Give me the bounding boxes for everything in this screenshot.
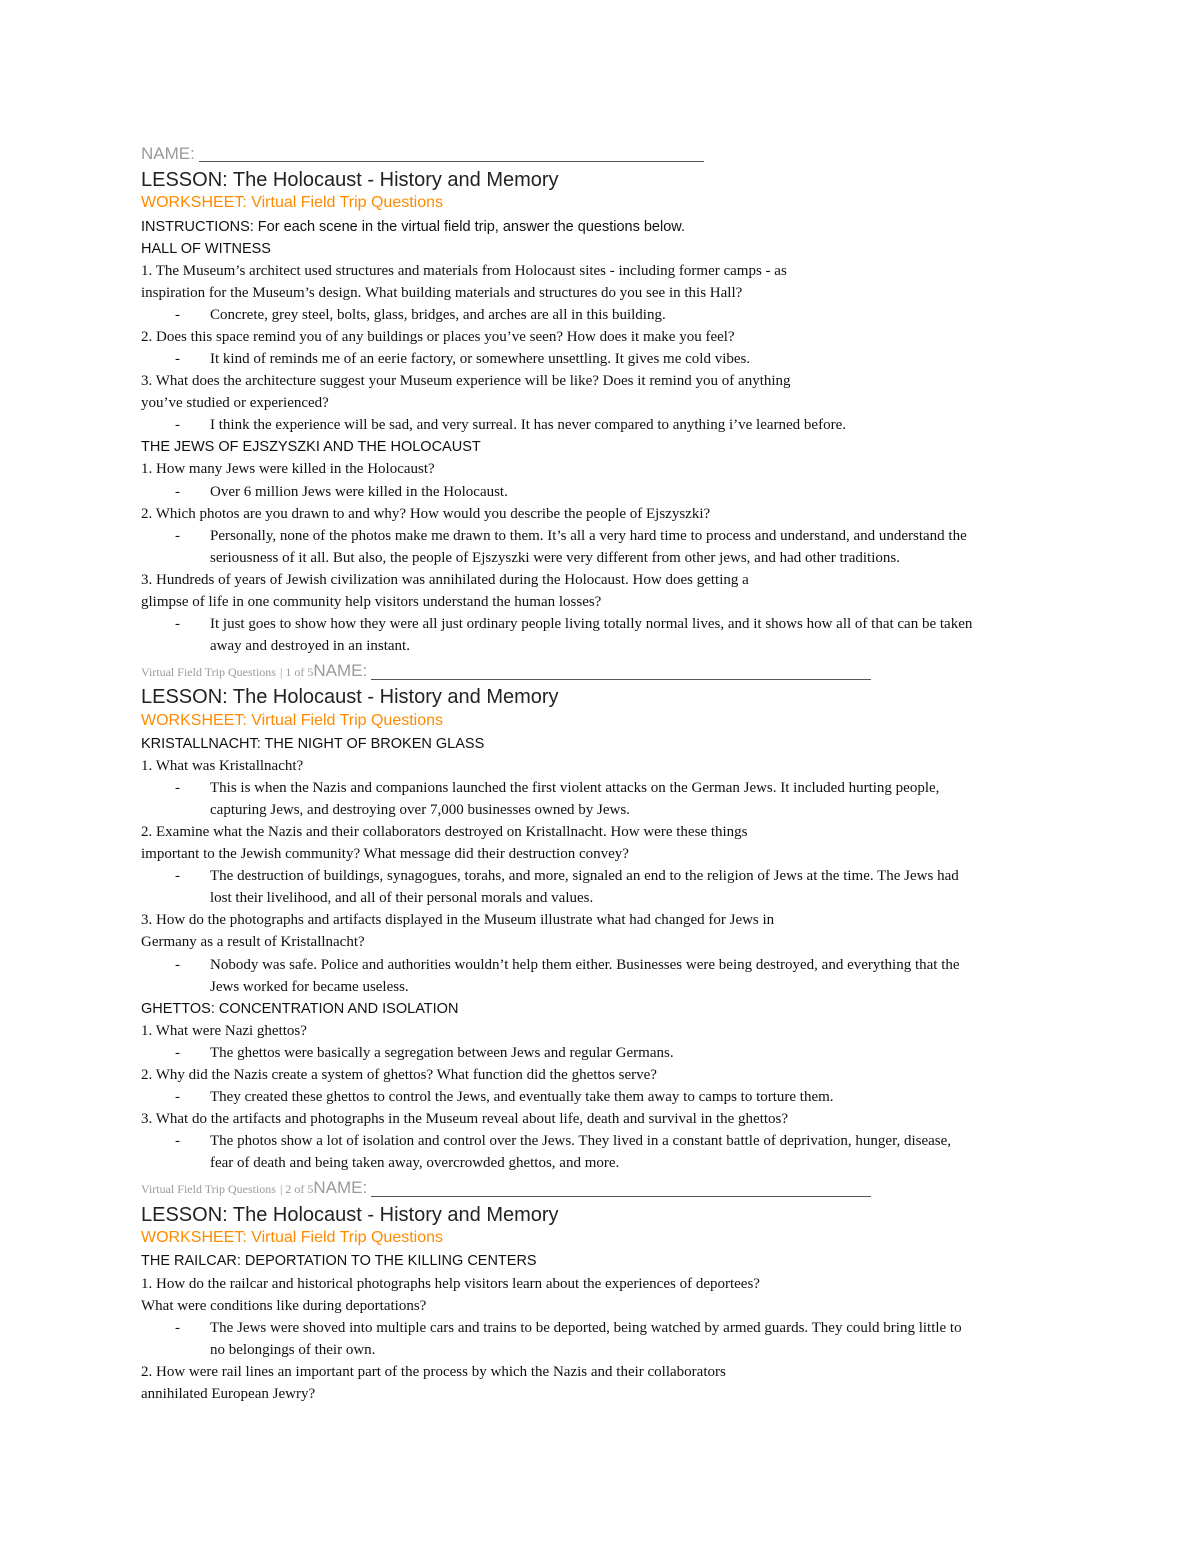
question: you’ve studied or experienced?: [141, 395, 329, 411]
answer: They created these ghettos to control the Jews, and eventually take them away to camps to torture them.: [210, 1089, 834, 1105]
answer: I think the experience will be sad, and very surreal. It has never compared to anything i’ve learned before.: [210, 417, 846, 433]
bullet-dash: -: [175, 1089, 180, 1105]
section-heading: KRISTALLNACHT: THE NIGHT OF BROKEN GLASS: [141, 736, 485, 752]
section-heading: GHETTOS: CONCENTRATION AND ISOLATION: [141, 1001, 459, 1017]
lesson-title: LESSON: The Holocaust - History and Memory: [141, 686, 559, 708]
question: 1. How do the railcar and historical photographs help visitors learn about the experiences of deportees?: [141, 1276, 760, 1292]
section-heading: THE RAILCAR: DEPORTATION TO THE KILLING CENTERS: [141, 1253, 537, 1269]
bullet-dash: -: [175, 307, 180, 323]
footer-page-number: | 1 of 5: [279, 665, 314, 679]
bullet-dash: -: [175, 868, 180, 884]
worksheet-title: WORKSHEET: Virtual Field Trip Questions: [141, 194, 444, 211]
bullet-dash: -: [175, 1320, 180, 1336]
question: What were conditions like during deportations?: [141, 1298, 427, 1314]
answer: seriousness of it all. But also, the people of Ejszyszki were very different from other jews, and had other traditions.: [210, 550, 900, 566]
answer: fear of death and being taken away, overcrowded ghettos, and more.: [210, 1155, 620, 1171]
question: 1. What was Kristallnacht?: [141, 758, 304, 774]
question: inspiration for the Museum’s design. What building materials and structures do you see in this Hall?: [141, 285, 743, 301]
answer: This is when the Nazis and companions launched the first violent attacks on the German Jews. It included hurting people,: [210, 780, 940, 796]
instructions: INSTRUCTIONS: For each scene in the virtual field trip, answer the questions below.: [141, 219, 685, 235]
question: important to the Jewish community? What message did their destruction convey?: [141, 846, 629, 862]
bullet-dash: -: [175, 957, 180, 973]
page-footer: [141, 662, 871, 680]
name-label: NAME:: [313, 661, 368, 680]
page-footer: [141, 1179, 871, 1197]
name-blank[interactable]: [371, 1179, 871, 1197]
answer: capturing Jews, and destroying over 7,000 businesses owned by Jews.: [210, 802, 630, 818]
answer: It kind of reminds me of an eerie factory, or somewhere unsettling. It gives me cold vibes.: [210, 351, 751, 367]
question: 1. How many Jews were killed in the Holocaust?: [141, 461, 435, 477]
answer: The Jews were shoved into multiple cars and trains to be deported, being watched by armed guards. They could bring little to: [210, 1320, 962, 1336]
question: Germany as a result of Kristallnacht?: [141, 934, 365, 950]
question: glimpse of life in one community help visitors understand the human losses?: [141, 594, 602, 610]
answer: Personally, none of the photos make me drawn to them. It’s all a very hard time to process and understand, and understand the: [210, 528, 967, 544]
name-blank[interactable]: [199, 144, 704, 162]
answer: It just goes to show how they were all just ordinary people living totally normal lives, and it shows how all of that can be taken: [210, 616, 973, 632]
answer: The photos show a lot of isolation and control over the Jews. They lived in a constant battle of deprivation, hunger, disease,: [210, 1133, 952, 1149]
name-line: [141, 144, 704, 162]
bullet-dash: -: [175, 1133, 180, 1149]
name-label: NAME:: [313, 1178, 368, 1197]
question: 2. Examine what the Nazis and their collaborators destroyed on Kristallnacht. How were these things: [141, 824, 748, 840]
question: 2. Which photos are you drawn to and why? How would you describe the people of Ejszyszki?: [141, 506, 711, 522]
lesson-title: LESSON: The Holocaust - History and Memory: [141, 169, 559, 191]
answer: lost their livelihood, and all of their personal morals and values.: [210, 890, 594, 906]
footer-page-number: | 2 of 5: [279, 1182, 314, 1196]
question: 3. What do the artifacts and photographs in the Museum reveal about life, death and survival in the ghettos?: [141, 1111, 789, 1127]
answer: Over 6 million Jews were killed in the Holocaust.: [210, 484, 508, 500]
question: 1. The Museum’s architect used structures and materials from Holocaust sites - including former camps - as: [141, 263, 787, 279]
footer-label: Virtual Field Trip Questions: [141, 1182, 276, 1196]
section-heading: HALL OF WITNESS: [141, 241, 271, 257]
question: 3. How do the photographs and artifacts displayed in the Museum illustrate what had changed for Jews in: [141, 912, 775, 928]
question: 1. What were Nazi ghettos?: [141, 1023, 307, 1039]
bullet-dash: -: [175, 417, 180, 433]
answer: The destruction of buildings, synagogues, torahs, and more, signaled an end to the religion of Jews at the time. The Jews had: [210, 868, 959, 884]
question: 2. How were rail lines an important part of the process by which the Nazis and their collaborators: [141, 1364, 726, 1380]
bullet-dash: -: [175, 1045, 180, 1061]
question: 2. Why did the Nazis create a system of ghettos? What function did the ghettos serve?: [141, 1067, 657, 1083]
answer: Nobody was safe. Police and authorities wouldn’t help them either. Businesses were being destroyed, and everything that the: [210, 957, 960, 973]
name-label: NAME:: [141, 144, 195, 163]
question: 2. Does this space remind you of any buildings or places you’ve seen? How does it make you feel?: [141, 329, 735, 345]
lesson-title: LESSON: The Holocaust - History and Memory: [141, 1204, 559, 1226]
worksheet-title: WORKSHEET: Virtual Field Trip Questions: [141, 1229, 444, 1246]
answer: away and destroyed in an instant.: [210, 638, 410, 654]
bullet-dash: -: [175, 780, 180, 796]
footer-label: Virtual Field Trip Questions: [141, 665, 276, 679]
question: 3. What does the architecture suggest your Museum experience will be like? Does it remind you of anything: [141, 373, 791, 389]
answer: Concrete, grey steel, bolts, glass, bridges, and arches are all in this building.: [210, 307, 666, 323]
answer: no belongings of their own.: [210, 1342, 376, 1358]
bullet-dash: -: [175, 616, 180, 632]
answer: Jews worked for became useless.: [210, 979, 409, 995]
name-blank[interactable]: [371, 662, 871, 680]
worksheet-title: WORKSHEET: Virtual Field Trip Questions: [141, 712, 444, 729]
answer: The ghettos were basically a segregation between Jews and regular Germans.: [210, 1045, 674, 1061]
bullet-dash: -: [175, 351, 180, 367]
bullet-dash: -: [175, 528, 180, 544]
section-heading: THE JEWS OF EJSZYSZKI AND THE HOLOCAUST: [141, 439, 481, 455]
bullet-dash: -: [175, 484, 180, 500]
question: annihilated European Jewry?: [141, 1386, 316, 1402]
question: 3. Hundreds of years of Jewish civilization was annihilated during the Holocaust. How does getting a: [141, 572, 749, 588]
